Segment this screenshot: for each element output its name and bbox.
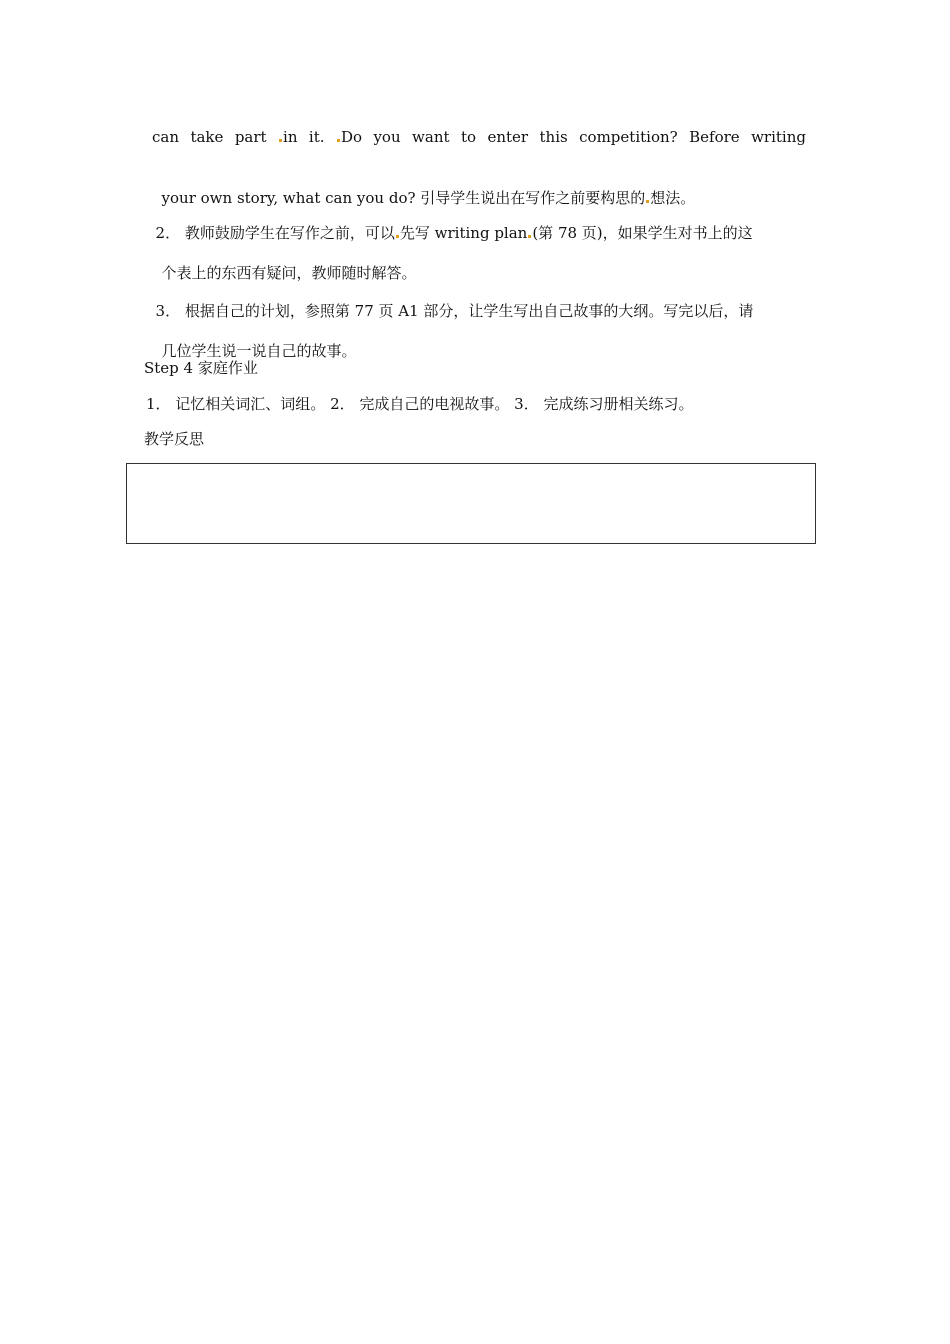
item-2-line-1 [146,203,753,243]
edit-mark-icon [396,235,399,238]
reflection-box [126,463,816,544]
reflection-heading: 教学反思 [144,430,205,448]
step3-text-1c: Do you want to enter this competition? Before writing [340,128,806,146]
edit-mark-icon [337,139,340,142]
step4-heading: Step 4 家庭作业 [144,359,258,377]
item-2-text-b: 先写 writing plan [399,224,528,242]
step3-text-1a: can take part [152,128,279,146]
edit-mark-icon [279,139,282,142]
item-3-number: 3． [155,302,181,320]
item-2-number: 2． [155,224,181,242]
item-3-text-1: 根据自己的计划，参照第 77 页 A1 部分，让学生写出自己故事的大纲。写完以后，请 [184,302,754,320]
step4-tasks: 1． 记忆相关词汇、词组。 2． 完成自己的电视故事。 3． 完成练习册相关练习。 [146,395,694,413]
item-3-line-2 [152,321,357,361]
item-2-text-a: 教师鼓励学生在写作之前，可以 [184,224,395,242]
step3-paragraph-line-2 [152,168,695,208]
edit-mark-icon [528,235,531,238]
item-2-line-2 [152,243,417,283]
step3-text-2a: your own story, what can you do? 引导学生说出在写作之前要构思的 [161,189,646,207]
item-3-line-1 [146,281,753,321]
step3-paragraph-line-1 [152,127,806,147]
step3-text-1b: in it. [283,128,336,146]
item-2-text-2: 个表上的东西有疑问，教师随时解答。 [161,264,417,282]
item-2-text-c: (第 78 页)，如果学生对书上的这 [532,224,753,242]
step3-text-2b: 想法。 [650,189,696,207]
item-3-text-2: 几位学生说一说自己的故事。 [161,342,357,360]
